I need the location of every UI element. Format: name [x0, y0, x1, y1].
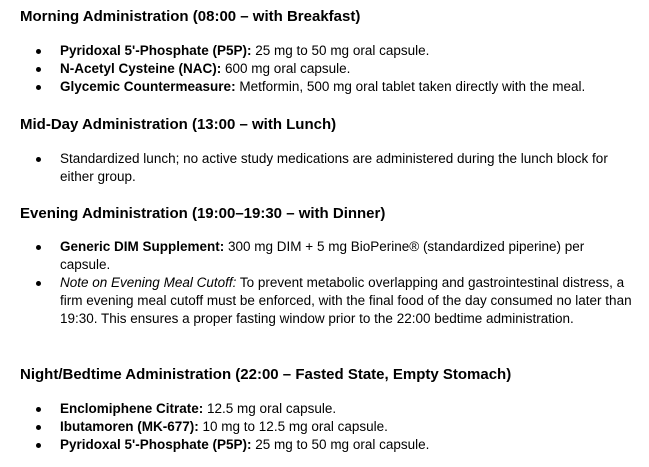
morning-list	[0, 42, 635, 96]
evening-list	[0, 238, 635, 328]
item-label: Glycemic Countermeasure:	[60, 79, 236, 94]
bullet-icon	[36, 67, 41, 72]
list-item	[0, 78, 635, 96]
midday-list	[0, 150, 635, 186]
list-item	[0, 60, 635, 78]
item-label: Pyridoxal 5'-Phosphate (P5P):	[60, 437, 252, 452]
item-text: Standardized lunch; no active study medications are administered during the lunch block for either group.	[60, 151, 608, 184]
item-text: 25 mg to 50 mg oral capsule.	[251, 43, 430, 58]
bullet-icon	[36, 443, 41, 448]
bullet-icon	[36, 49, 41, 54]
bullet-icon	[36, 407, 41, 412]
item-text: 12.5 mg oral capsule.	[203, 401, 337, 416]
list-item	[0, 274, 635, 328]
section-heading-morning: Morning Administration (08:00 – with Breakfast)	[20, 8, 361, 25]
list-item	[0, 42, 635, 60]
item-text: 300 mg DIM + 5 mg BioPerine® (standardized piperine) per capsule.	[60, 239, 585, 272]
bullet-icon	[36, 245, 41, 250]
bullet-icon	[36, 281, 41, 286]
item-label: Enclomiphene Citrate:	[60, 401, 204, 416]
item-text: 25 mg to 50 mg oral capsule.	[251, 437, 430, 452]
item-label: Pyridoxal 5'-Phosphate (P5P):	[60, 43, 252, 58]
item-text: To prevent metabolic overlapping and gastrointestinal distress, a firm evening meal cutoff must be enforced, with the final food of the day consumed no later than 19:30. This ensures a proper fasting window prior to the 22:00 bedtime administration.	[60, 275, 632, 326]
item-label: Generic DIM Supplement:	[60, 239, 225, 254]
item-text: Metformin, 500 mg oral tablet taken directly with the meal.	[235, 79, 586, 94]
list-item	[0, 400, 635, 418]
list-item	[0, 436, 635, 454]
item-text: 600 mg oral capsule.	[221, 61, 351, 76]
item-text: 10 mg to 12.5 mg oral capsule.	[198, 419, 388, 434]
item-label: N-Acetyl Cysteine (NAC):	[60, 61, 222, 76]
list-item	[0, 150, 635, 186]
item-label: Note on Evening Meal Cutoff:	[60, 275, 237, 290]
bullet-icon	[36, 425, 41, 430]
section-heading-midday: Mid-Day Administration (13:00 – with Lunch)	[20, 116, 337, 133]
section-heading-evening: Evening Administration (19:00–19:30 – with Dinner)	[20, 205, 386, 222]
list-item	[0, 238, 635, 274]
bullet-icon	[36, 85, 41, 90]
bullet-icon	[36, 157, 41, 162]
section-heading-night: Night/Bedtime Administration (22:00 – Fasted State, Empty Stomach)	[20, 366, 512, 383]
item-label: Ibutamoren (MK-677):	[60, 419, 199, 434]
night-list	[0, 400, 635, 454]
list-item	[0, 418, 635, 436]
